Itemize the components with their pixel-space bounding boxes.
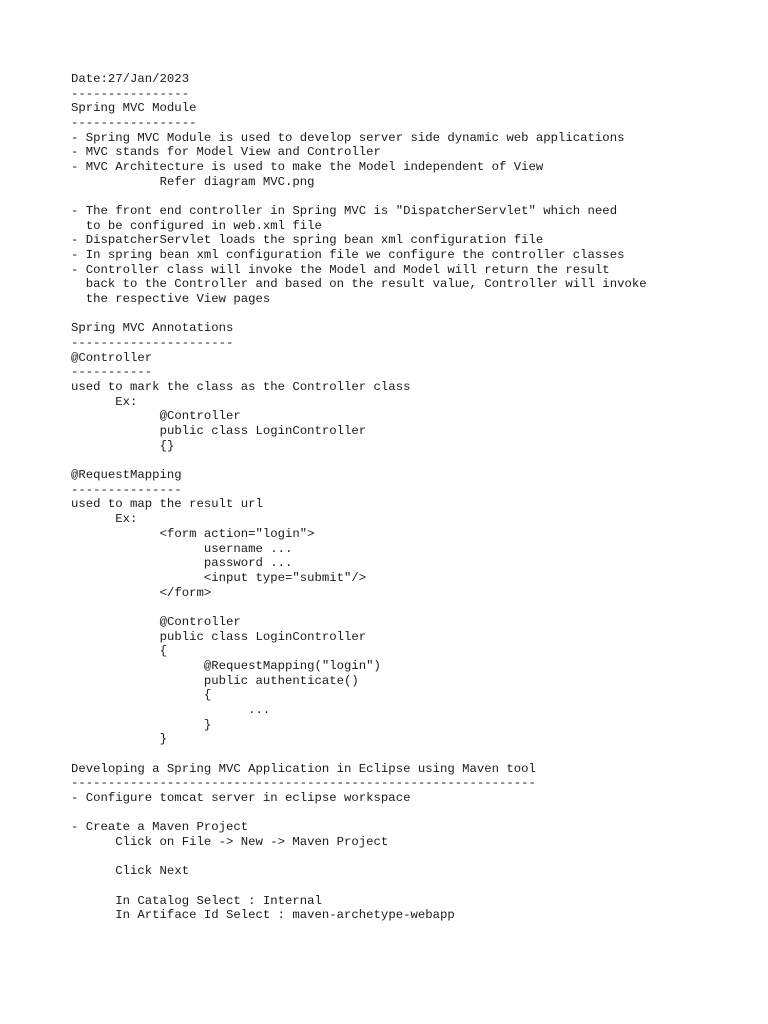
document-line: - DispatcherServlet loads the spring bean xml configuration file — [71, 233, 544, 248]
document-line — [71, 879, 761, 894]
document-line: Refer diagram MVC.png — [71, 174, 315, 189]
document-line: {} — [71, 438, 175, 453]
document-line: } — [71, 717, 212, 732]
document-line — [71, 307, 761, 322]
document-line: <form action="login"> — [71, 526, 315, 541]
document-line: In Catalog Select : Internal — [71, 893, 322, 908]
document-line: - Controller class will invoke the Model and Model will return the result — [71, 262, 610, 277]
document-line: ---------------- — [71, 86, 190, 101]
document-line: public class LoginController — [71, 629, 367, 644]
document-line: Ex: — [71, 512, 138, 527]
document-line: ----------------- — [71, 116, 197, 131]
document-line: password ... — [71, 556, 293, 571]
document-line: Date:27/Jan/2023 — [71, 72, 190, 86]
document-line — [71, 600, 761, 615]
document-line: </form> — [71, 585, 212, 600]
document-line: - MVC stands for Model View and Controller — [71, 145, 381, 160]
document-line: username ... — [71, 541, 293, 556]
document-line: Click on File -> New -> Maven Project — [71, 834, 389, 849]
document-line: @Controller — [71, 350, 153, 365]
document-line: - Spring MVC Module is used to develop server side dynamic web applications — [71, 130, 625, 145]
document-line: Ex: — [71, 394, 138, 409]
document-line — [71, 189, 761, 204]
document-line: public authenticate() — [71, 673, 359, 688]
document-line: @Controller — [71, 614, 241, 629]
document-line: ---------------------- — [71, 336, 234, 351]
document-line: Developing a Spring MVC Application in Eclipse using Maven tool — [71, 761, 536, 776]
document-line — [71, 453, 761, 468]
document-line: @RequestMapping — [71, 468, 182, 483]
document-page — [71, 72, 761, 923]
document-line — [71, 850, 761, 865]
document-line: used to mark the class as the Controller class — [71, 380, 411, 395]
document-line: { — [71, 688, 212, 703]
document-line: public class LoginController — [71, 424, 367, 439]
document-line: Click Next — [71, 864, 190, 879]
document-line: ----------- — [71, 365, 153, 380]
document-line: - Configure tomcat server in eclipse workspace — [71, 790, 411, 805]
document-line: In Artiface Id Select : maven-archetype-webapp — [71, 908, 455, 923]
document-line: Spring MVC Module — [71, 101, 197, 116]
document-line: - In spring bean xml configuration file we configure the controller classes — [71, 248, 625, 263]
document-line: } — [71, 732, 167, 747]
document-line: --------------- — [71, 482, 182, 497]
document-line — [71, 806, 761, 821]
document-line: - Create a Maven Project — [71, 820, 249, 835]
document-line: - MVC Architecture is used to make the Model independent of View — [71, 160, 544, 175]
document-line: used to map the result url — [71, 497, 263, 512]
document-line: @RequestMapping("login") — [71, 658, 381, 673]
document-line: Spring MVC Annotations — [71, 321, 234, 336]
document-line: <input type="submit"/> — [71, 570, 367, 585]
document-line: --------------------------------------------------------------- — [71, 776, 536, 791]
document-line: - The front end controller in Spring MVC is "DispatcherServlet" which need — [71, 204, 618, 219]
document-line: back to the Controller and based on the result value, Controller will invoke — [71, 277, 647, 292]
document-line: to be configured in web.xml file — [71, 218, 322, 233]
document-line: ... — [71, 702, 271, 717]
document-line — [71, 747, 761, 762]
document-line: the respective View pages — [71, 292, 271, 307]
document-line: { — [71, 644, 167, 659]
document-line: @Controller — [71, 409, 241, 424]
